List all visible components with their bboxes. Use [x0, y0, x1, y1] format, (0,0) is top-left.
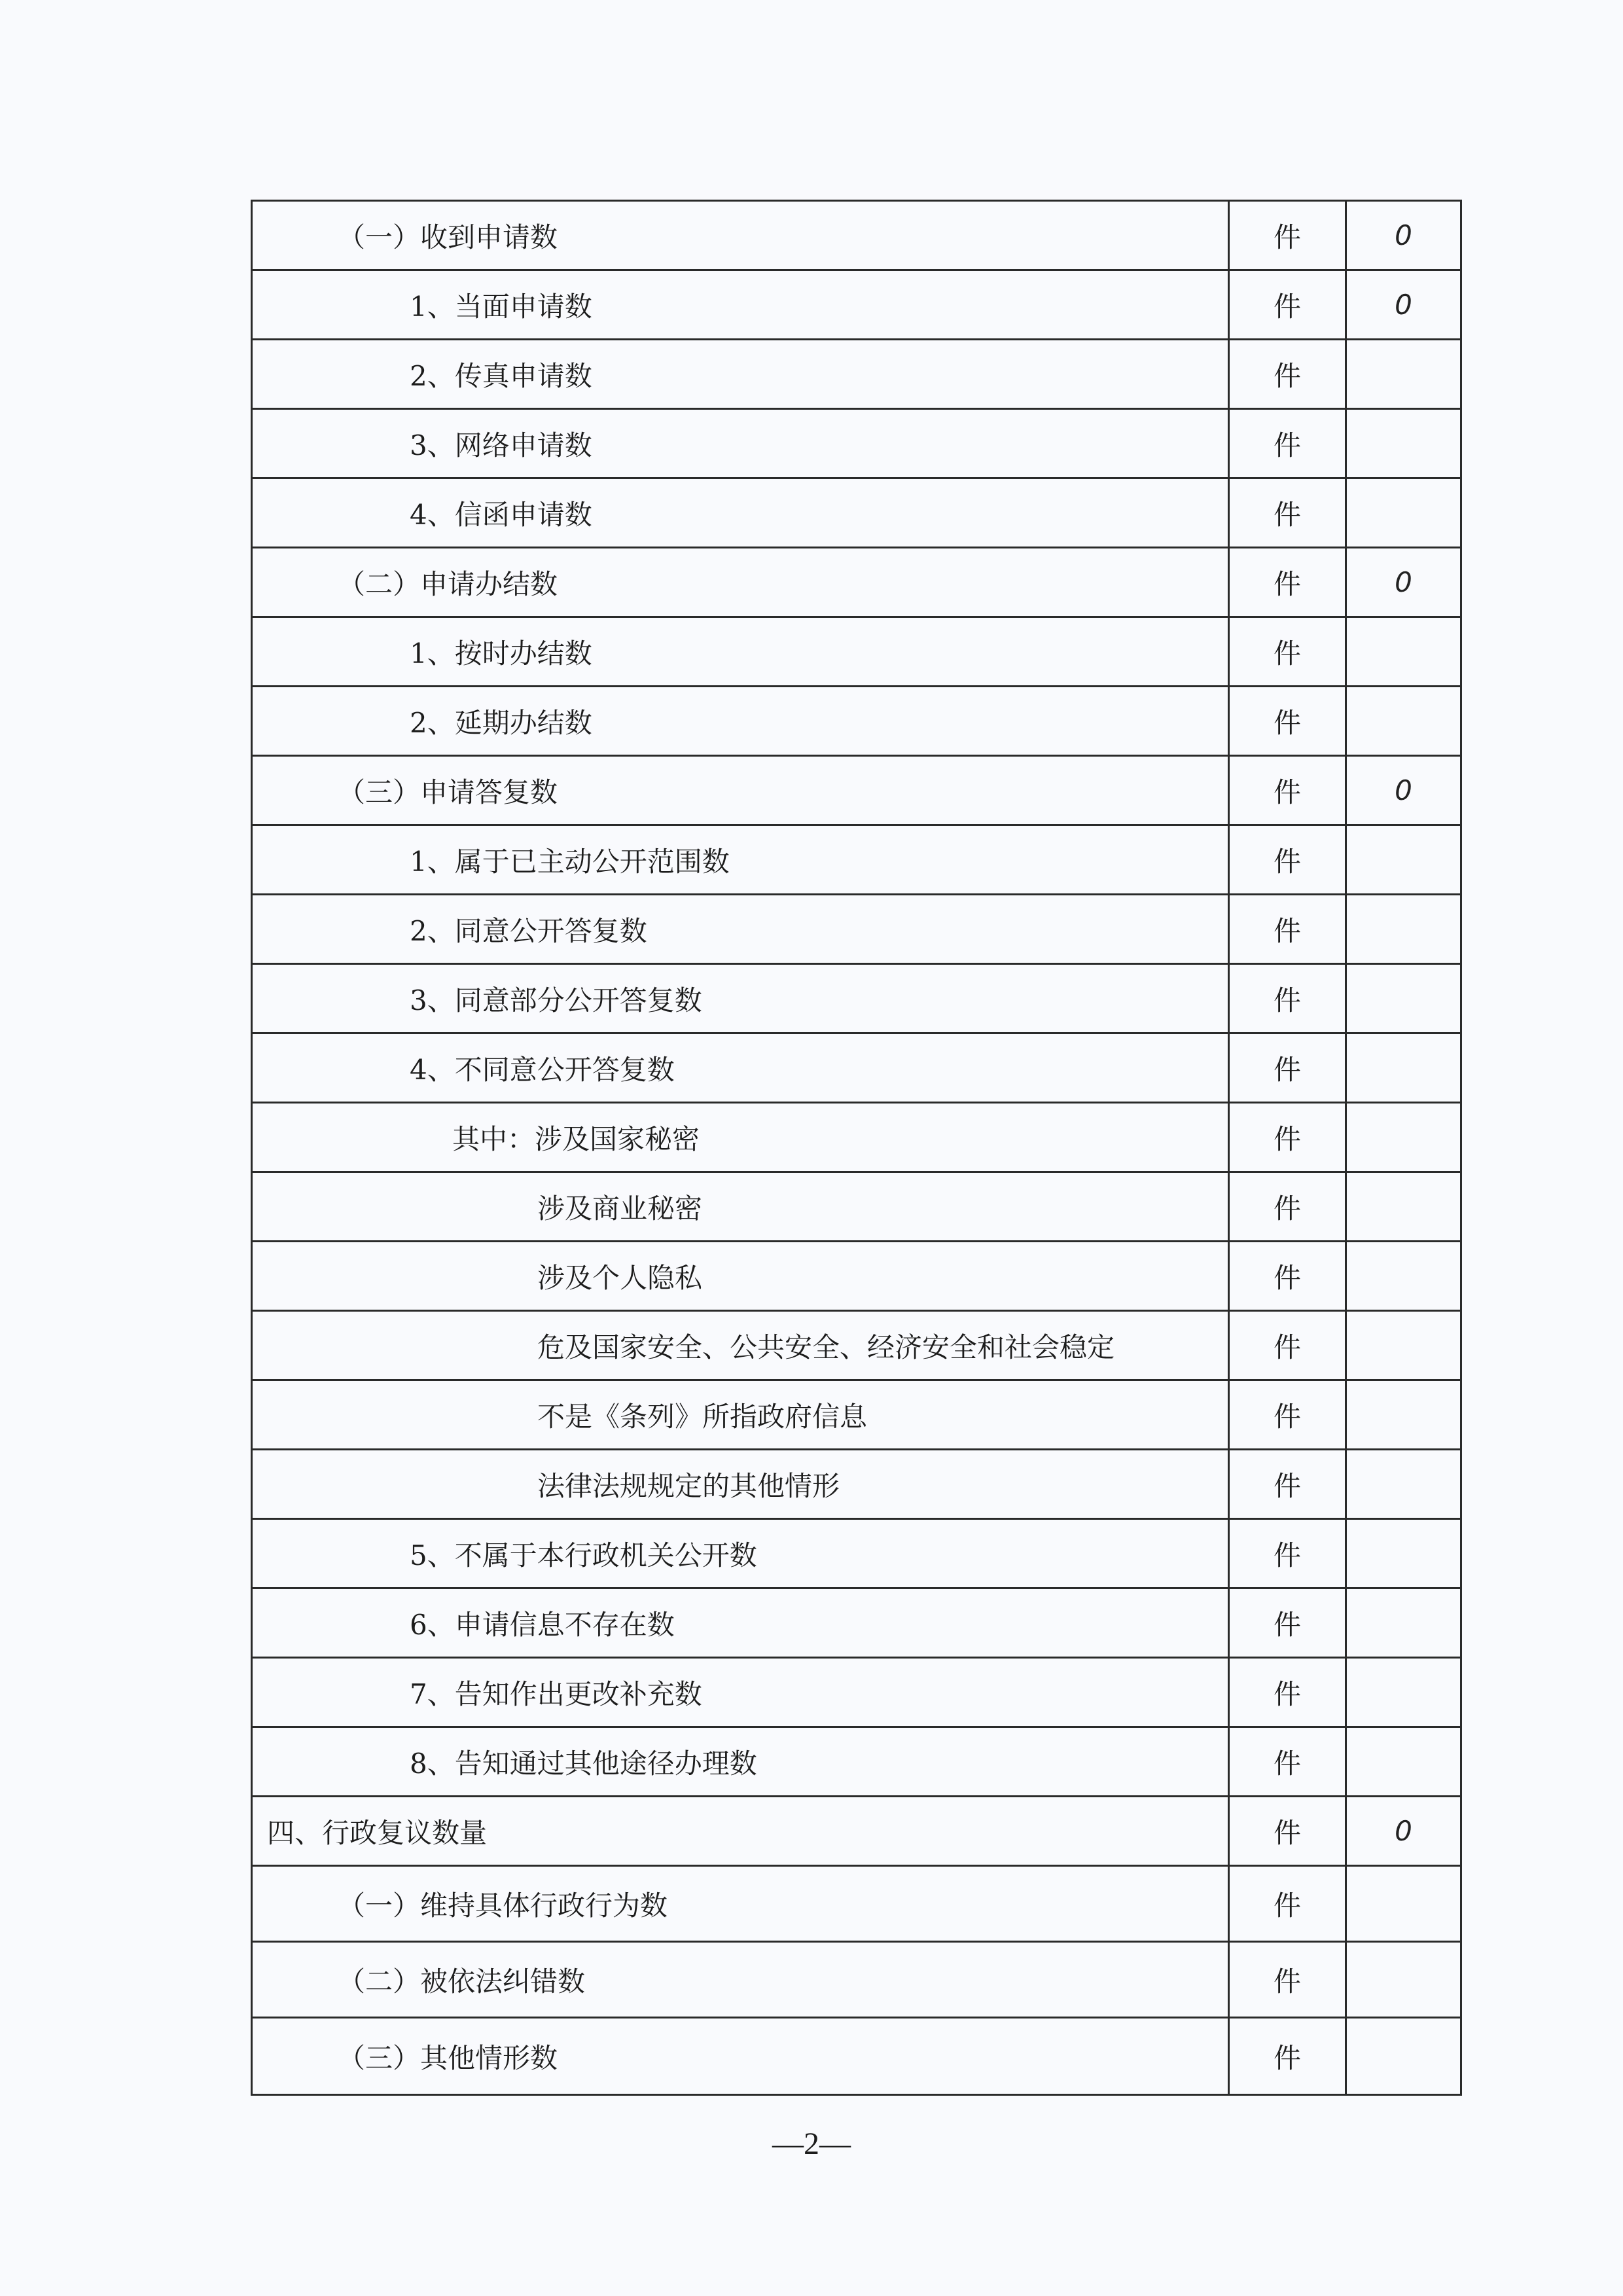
row-value — [1346, 1242, 1461, 1311]
table-row — [252, 617, 1461, 687]
row-label: 法律法规规定的其他情形 — [252, 1450, 1229, 1519]
row-unit: 件 — [1229, 201, 1346, 270]
row-unit: 件 — [1229, 1866, 1346, 1942]
row-unit: 件 — [1229, 1103, 1346, 1172]
row-unit: 件 — [1229, 1172, 1346, 1242]
row-unit: 件 — [1229, 478, 1346, 548]
row-value — [1346, 1450, 1461, 1519]
row-label: （三）其他情形数 — [252, 2018, 1229, 2095]
row-value — [1346, 340, 1461, 409]
row-value — [1346, 1103, 1461, 1172]
row-label: 涉及商业秘密 — [252, 1172, 1229, 1242]
row-unit: 件 — [1229, 270, 1346, 340]
row-label: 2、同意公开答复数 — [252, 895, 1229, 964]
row-value: 0 — [1346, 756, 1461, 825]
row-unit: 件 — [1229, 895, 1346, 964]
row-value — [1346, 1866, 1461, 1942]
row-value — [1346, 478, 1461, 548]
row-unit: 件 — [1229, 1311, 1346, 1380]
row-value — [1346, 409, 1461, 478]
row-value — [1346, 1033, 1461, 1103]
row-unit: 件 — [1229, 548, 1346, 617]
row-value — [1346, 1311, 1461, 1380]
table-row — [252, 1103, 1461, 1172]
row-value — [1346, 1727, 1461, 1797]
table-row — [252, 1172, 1461, 1242]
row-unit: 件 — [1229, 1942, 1346, 2018]
row-unit: 件 — [1229, 756, 1346, 825]
table-row — [252, 1242, 1461, 1311]
row-value — [1346, 895, 1461, 964]
row-label: （一）收到申请数 — [252, 201, 1229, 270]
page-number: —2— — [772, 2126, 851, 2161]
row-unit: 件 — [1229, 409, 1346, 478]
row-label: 2、延期办结数 — [252, 687, 1229, 756]
row-label: 2、传真申请数 — [252, 340, 1229, 409]
table-row — [252, 1033, 1461, 1103]
row-value — [1346, 617, 1461, 687]
table-row — [252, 270, 1461, 340]
row-unit: 件 — [1229, 1658, 1346, 1727]
row-value: 0 — [1346, 1797, 1461, 1866]
table-row — [252, 1450, 1461, 1519]
table-row — [252, 201, 1461, 270]
row-label: （二）被依法纠错数 — [252, 1942, 1229, 2018]
row-value — [1346, 1172, 1461, 1242]
row-value — [1346, 964, 1461, 1033]
row-unit: 件 — [1229, 1727, 1346, 1797]
table-row — [252, 1866, 1461, 1942]
row-unit: 件 — [1229, 1450, 1346, 1519]
row-value — [1346, 2018, 1461, 2095]
table-row — [252, 1311, 1461, 1380]
table-row — [252, 756, 1461, 825]
row-label: 四、行政复议数量 — [252, 1797, 1229, 1866]
row-label: （一）维持具体行政行为数 — [252, 1866, 1229, 1942]
row-unit: 件 — [1229, 1242, 1346, 1311]
row-unit: 件 — [1229, 1588, 1346, 1658]
row-unit: 件 — [1229, 687, 1346, 756]
row-value — [1346, 1588, 1461, 1658]
row-label: 4、信函申请数 — [252, 478, 1229, 548]
table-row — [252, 1727, 1461, 1797]
table-row — [252, 964, 1461, 1033]
row-value: 0 — [1346, 270, 1461, 340]
table-row — [252, 548, 1461, 617]
row-unit: 件 — [1229, 2018, 1346, 2095]
table-row — [252, 478, 1461, 548]
row-value — [1346, 1519, 1461, 1588]
row-value — [1346, 1658, 1461, 1727]
row-unit: 件 — [1229, 825, 1346, 895]
row-label: 危及国家安全、公共安全、经济安全和社会稳定 — [252, 1311, 1229, 1380]
row-label: 3、同意部分公开答复数 — [252, 964, 1229, 1033]
table-row — [252, 825, 1461, 895]
row-value — [1346, 825, 1461, 895]
row-value — [1346, 687, 1461, 756]
row-unit: 件 — [1229, 964, 1346, 1033]
row-unit: 件 — [1229, 617, 1346, 687]
table-row — [252, 1588, 1461, 1658]
row-label: 1、按时办结数 — [252, 617, 1229, 687]
table-row — [252, 895, 1461, 964]
row-value — [1346, 1380, 1461, 1450]
statistics-table — [251, 200, 1462, 2096]
row-label: 其中：涉及国家秘密 — [252, 1103, 1229, 1172]
row-unit: 件 — [1229, 1380, 1346, 1450]
row-value — [1346, 1942, 1461, 2018]
row-unit: 件 — [1229, 1033, 1346, 1103]
row-value: 0 — [1346, 548, 1461, 617]
table-row — [252, 409, 1461, 478]
row-unit: 件 — [1229, 1519, 1346, 1588]
row-label: 3、网络申请数 — [252, 409, 1229, 478]
table-row — [252, 1519, 1461, 1588]
table-row — [252, 2018, 1461, 2095]
row-label: 6、申请信息不存在数 — [252, 1588, 1229, 1658]
row-label: 4、不同意公开答复数 — [252, 1033, 1229, 1103]
table-row — [252, 1658, 1461, 1727]
table-row — [252, 340, 1461, 409]
table-row — [252, 1942, 1461, 2018]
row-unit: 件 — [1229, 340, 1346, 409]
row-label: 涉及个人隐私 — [252, 1242, 1229, 1311]
table-row — [252, 1797, 1461, 1866]
row-label: 1、属于已主动公开范围数 — [252, 825, 1229, 895]
row-label: 8、告知通过其他途径办理数 — [252, 1727, 1229, 1797]
table-row — [252, 687, 1461, 756]
row-label: 不是《条列》所指政府信息 — [252, 1380, 1229, 1450]
row-label: 5、不属于本行政机关公开数 — [252, 1519, 1229, 1588]
row-label: 7、告知作出更改补充数 — [252, 1658, 1229, 1727]
row-value: 0 — [1346, 201, 1461, 270]
row-label: （二）申请办结数 — [252, 548, 1229, 617]
table-row — [252, 1380, 1461, 1450]
row-label: 1、当面申请数 — [252, 270, 1229, 340]
row-unit: 件 — [1229, 1797, 1346, 1866]
row-label: （三）申请答复数 — [252, 756, 1229, 825]
